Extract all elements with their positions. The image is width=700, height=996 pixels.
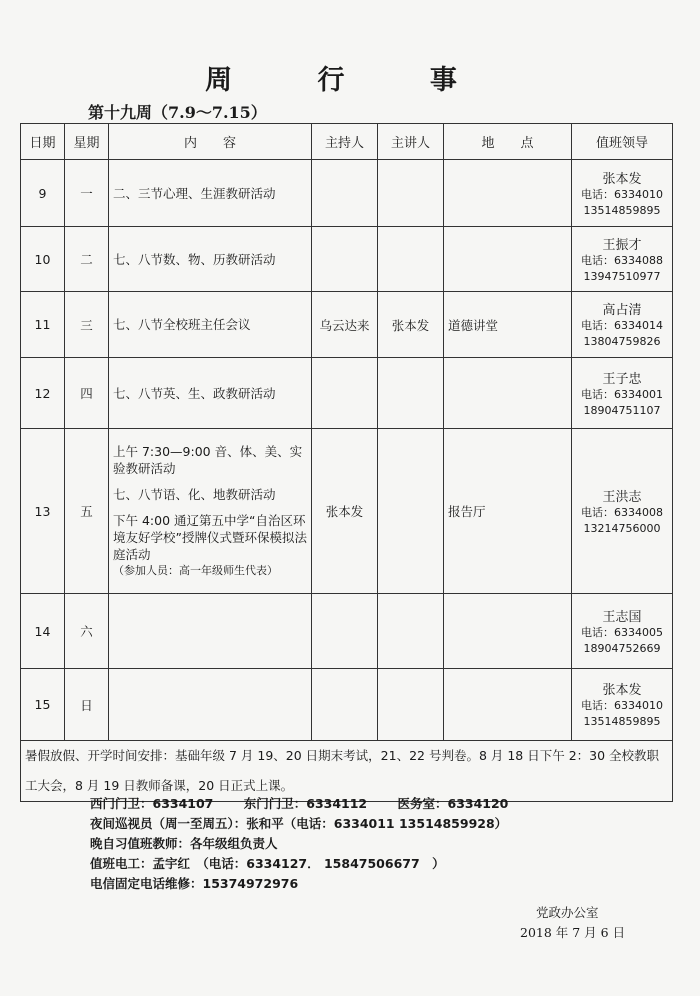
cell-duty (572, 358, 673, 429)
duty-mobile: 13804759826 (583, 335, 661, 348)
cell-content (109, 358, 312, 429)
cell-location (444, 160, 572, 227)
duty-name: 高占清 (602, 303, 642, 318)
table-row (21, 160, 673, 227)
cell-date: 9 (21, 160, 65, 227)
header-host: 主持人 (312, 124, 378, 160)
cell-date: 14 (21, 594, 65, 669)
duty-phone: 电话：6334008 (581, 505, 663, 519)
duty-mobile: 13514859895 (583, 203, 661, 217)
cell-location (444, 227, 572, 292)
cell-location (444, 358, 572, 429)
duty-name: 张本发 (602, 171, 642, 187)
content-item: 七、八节语、化、地教研活动 (113, 487, 276, 502)
cell-speaker: 张本发 (378, 292, 444, 358)
cell-date: 11 (21, 292, 65, 358)
patrol: 夜间巡视员（周一至周五）：张和平（电话：6334011 13514859928） (90, 816, 508, 831)
cell-duty (572, 227, 673, 292)
duty-phone: 电话：6334014 (581, 319, 663, 332)
content-item: 上午 7:30—9:00 音、体、美、实验教研活动 (113, 444, 303, 476)
duty-phone: 电话：6334010 (581, 699, 663, 712)
footer (520, 903, 625, 943)
cell-speaker (378, 227, 444, 292)
cell-weekday: 四 (65, 358, 109, 429)
cell-duty (572, 160, 673, 227)
duty-name: 王洪志 (602, 489, 642, 505)
study-duty: 晚自习值班教师：各年级组负责人 (90, 836, 278, 851)
cell-host (312, 594, 378, 669)
cell-speaker (378, 594, 444, 669)
header-duty-leader: 值班领导 (572, 124, 673, 160)
duty-name: 王子忠 (602, 371, 642, 387)
notice-text: 暑假放假、开学时间安排：基础年级 7 月 19、20 日期末考试，21、22 号判卷。8 月 18 日下午 2：30 全校教职工大会，8 月 19 日教师备课，20 日正式上课。 (21, 741, 673, 802)
week-label: 第十九周（7.9～7.15） (88, 103, 267, 122)
electrician: 值班电工：孟宇红 （电话：6334127． 15847506677 ） (90, 856, 445, 871)
cell-speaker (378, 160, 444, 227)
cell-duty (572, 292, 673, 358)
cell-content (109, 429, 312, 594)
duty-mobile: 18904751107 (583, 403, 661, 417)
header-location: 地 点 (444, 124, 572, 160)
header-weekday: 星期 (65, 124, 109, 160)
notice-row (21, 741, 673, 802)
cell-host (312, 669, 378, 741)
cell-content (109, 292, 312, 358)
cell-weekday: 六 (65, 594, 109, 669)
table-row (21, 429, 673, 594)
gate-phones (90, 794, 534, 814)
duty-name: 王志国 (602, 609, 642, 625)
cell-location (444, 594, 572, 669)
clinic: 医务室：6334120 (397, 796, 509, 811)
duty-phone: 电话：6334001 (581, 387, 663, 401)
cell-weekday: 二 (65, 227, 109, 292)
cell-host (312, 358, 378, 429)
cell-content (109, 594, 312, 669)
duty-phone: 电话：6334010 (581, 187, 663, 201)
content-item: 七、八节数、物、历教研活动 (113, 251, 276, 267)
table-row (21, 292, 673, 358)
contact-info (90, 794, 534, 894)
duty-phone: 电话：6334005 (581, 625, 663, 639)
duty-phone: 电话：6334088 (581, 253, 663, 267)
cell-location: 道德讲堂 (444, 292, 572, 358)
cell-host (312, 227, 378, 292)
cell-weekday: 日 (65, 669, 109, 741)
content-item: 七、八节全校班主任会议 (113, 317, 251, 332)
footer-date: 2018 年 7 月 6 日 (520, 925, 626, 940)
duty-name: 王振才 (602, 237, 642, 253)
table-row (21, 227, 673, 292)
cell-weekday: 一 (65, 160, 109, 227)
cell-host: 乌云达来 (312, 292, 378, 358)
content-item: 二、三节心理、生涯教研活动 (113, 185, 276, 201)
duty-mobile: 13514859895 (583, 715, 661, 728)
duty-mobile: 18904752669 (583, 641, 661, 655)
duty-mobile: 13947510977 (583, 269, 661, 283)
cell-speaker (378, 358, 444, 429)
content-note: （参加人员：高一年级师生代表） (113, 564, 278, 577)
cell-location: 报告厅 (444, 429, 572, 594)
cell-date: 15 (21, 669, 65, 741)
content-item: 七、八节英、生、政教研活动 (113, 385, 276, 401)
telecom: 电信固定电话维修：15374972976 (90, 876, 299, 891)
header-speaker: 主讲人 (378, 124, 444, 160)
duty-name: 张本发 (602, 683, 642, 698)
cell-date: 13 (21, 429, 65, 594)
table-row (21, 594, 673, 669)
east-gate: 东门门卫：6334112 (243, 796, 368, 811)
table-row (21, 669, 673, 741)
cell-host (312, 160, 378, 227)
cell-host: 张本发 (312, 429, 378, 594)
cell-weekday: 三 (65, 292, 109, 358)
header-date: 日期 (21, 124, 65, 160)
cell-date: 12 (21, 358, 65, 429)
cell-duty (572, 594, 673, 669)
footer-org: 党政办公室 (536, 905, 599, 920)
page-title: 周 行 事 (205, 65, 495, 96)
cell-date: 10 (21, 227, 65, 292)
cell-location (444, 669, 572, 741)
cell-weekday: 五 (65, 429, 109, 594)
cell-content (109, 227, 312, 292)
cell-speaker (378, 429, 444, 594)
cell-speaker (378, 669, 444, 741)
cell-duty (572, 669, 673, 741)
header-content: 内 容 (109, 124, 312, 160)
west-gate: 西门门卫：6334107 (90, 796, 214, 811)
schedule-table (20, 123, 673, 802)
cell-content (109, 160, 312, 227)
duty-mobile: 13214756000 (583, 521, 661, 535)
table-header-row (21, 124, 673, 160)
cell-duty (572, 429, 673, 594)
table-row (21, 358, 673, 429)
cell-content (109, 669, 312, 741)
content-item: 下午 4:00 通辽第五中学“自治区环境友好学校”授牌仪式暨环保模拟法庭活动 (113, 513, 307, 562)
